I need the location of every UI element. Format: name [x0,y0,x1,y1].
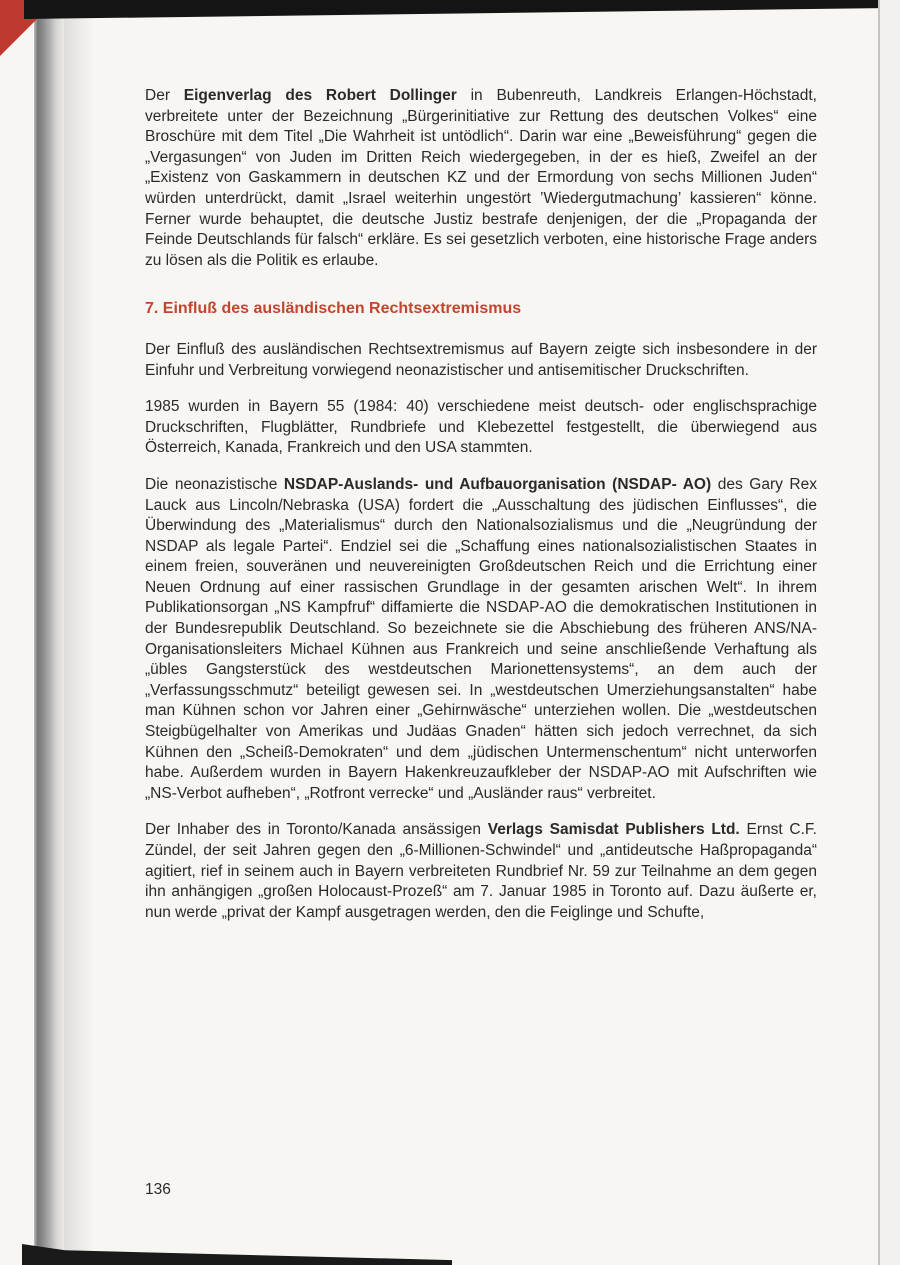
right-page-edge [878,0,900,1265]
book-spine-page-edges [34,0,64,1265]
spine-shadow [64,0,94,1265]
paragraph-einfluss-intro: Der Einfluß des ausländischen Rechtsextremismus auf Bayern zeigte sich insbesondere in der Einfuhr und Verbreitung vorwiegend neonazistischer und antisemitischer Druckschriften. [145,340,817,379]
page-number: 136 [145,1181,171,1198]
top-edge-shadow [24,0,894,20]
paragraph-eigenverlag-dollinger: Der Eigenverlag des Robert Dollinger in Bubenreuth, Landkreis Erlangen-Höchstadt, verbreitete unter der Bezeichnung „Bürgerinitiative zur Rettung des deutschen Volkes“ eine Broschüre mit dem Titel „Die Wahrheit ist untödlich“. Darin war eine „Beweisführung“ gegen die „Vergasungen“ von Juden im Dritten Reich wiedergegeben, in der es hieß, Zweifel an der „Existenz von Gaskammern in deutschen KZ und der Ermordung von sechs Millionen Juden“ würden unterdrückt, damit „Israel weiterhin ungestört ’Wiedergutmachung’ kassieren“ könne. Ferner wurde behauptet, die deutsche Justiz bestrafe denjenigen, der die „Propaganda der Feinde Deutschlands für falsch“ erkläre. Es sei gesetzlich verboten, eine historische Frage anders zu lösen als die Politik es erlaube. [145,87,817,269]
section-heading: 7. Einfluß des ausländischen Rechtsextremismus [145,300,522,318]
paragraph-nsdap-ao: Die neonazistische NSDAP-Auslands- und Aufbauorganisation (NSDAP- AO) des Gary Rex Lauck aus Lincoln/Nebraska (USA) fordert die „Ausschaltung des jüdischen Einflusses“, die Überwindung des „Materialismus“ durch den Nationalsozialismus und die „Neugründung der NSDAP als legale Partei“. Endziel sei die „Schaffung eines nationalsozialistischen Staates in einem freien, souveränen und neuvereinigten Großdeutschen Reich und die Errichtung einer Neuen Ordnung auf einer rassischen Grundlage in der gesamten arischen Welt“. In ihrem Publikationsorgan „NS Kampfruf“ diffamierte die NSDAP-AO die demokratischen Institutionen in der Bundesrepublik Deutschland. So bezeichnete sie die Abschiebung des früheren ANS/NA-Organisationsleiters Michael Kühnen aus Frankreich und seine anschließende Verhaftung als „übles Gangsterstück des westdeutschen Marionettensystems“, an dem auch der „Verfassungsschmutz“ beteiligt gewesen sei. In „westdeutschen Umerziehungsanstalten“ habe man Kühnen schon vor Jahren einer „Gehirnwäsche“ unterziehen wollen. Die „westdeutschen Steigbügelhalter von Amerikas und Judäas Gnaden“ hätten sich jedoch verrechnet, da sich Kühnen den „Scheiß-Demokraten“ und dem „jüdischen Untermenschentum“ nicht unterworfen habe. Außerdem wurden in Bayern Hakenkreuzaufkleber der NSDAP-AO mit Aufschriften wie „NS-Verbot aufheben“, „Rotfront verrecke“ und „Ausländer raus“ verbreitet. [145,475,817,802]
paragraph-druckschriften-1985: 1985 wurden in Bayern 55 (1984: 40) verschiedene meist deutsch- oder englischsprachige Druckschriften, Flugblätter, Rundbriefe und Klebezettel festgestellt, die überwiegend aus Österreich, Kanada, Frankreich und den USA stammten. [145,398,817,457]
page-body [145,86,817,939]
paragraph-samisdat-publishers: Der Inhaber des in Toronto/Kanada ansässigen Verlags Samisdat Publishers Ltd. Ernst C.F. Zündel, der seit Jahren gegen den „6-Millionen-Schwindel“ und „antideutsche Haßpropaganda“ agitiert, rief in seinem auch in Bayern verbreiteten Rundbrief Nr. 59 zur Teilnahme an dem gegen ihn anhängigen „großen Holocaust-Prozeß“ am 7. Januar 1985 in Toronto auf. Dazu äußerte er, nun werde „privat der Kampf ausgetragen werden, den die Feiglinge und Schufte, [145,821,817,921]
